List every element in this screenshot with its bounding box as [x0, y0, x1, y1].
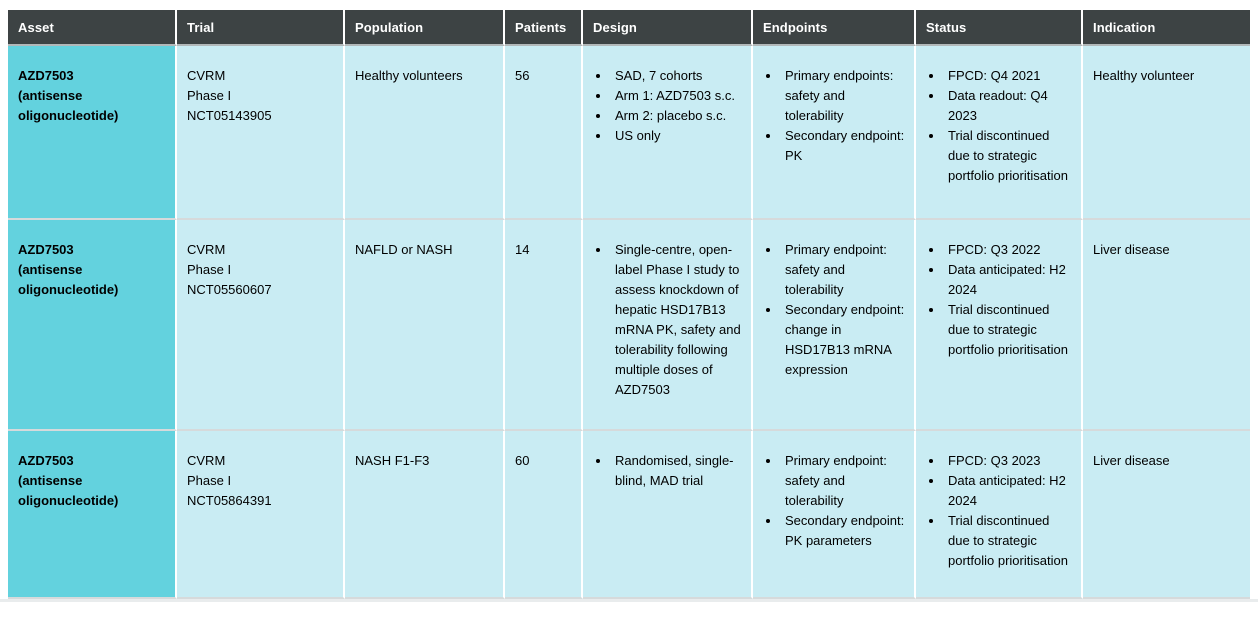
- endpoints-bullet-item: • Primary endpoints: safety and tolerability: [781, 66, 906, 126]
- asset-line: AZD7503: [18, 68, 74, 83]
- asset-line: AZD7503: [18, 242, 74, 257]
- column-header-status: Status: [916, 10, 1083, 46]
- cell-trial: [177, 46, 345, 220]
- status-bullet-item: • FPCD: Q3 2023: [944, 451, 1073, 471]
- trial-line: Phase I: [187, 88, 232, 103]
- asset-line: AZD7503: [18, 453, 74, 468]
- design-bullet-item: • Arm 1: AZD7503 s.c.: [611, 86, 743, 106]
- cell-patients: 60: [505, 431, 583, 599]
- cell-indication: Liver disease: [1083, 431, 1250, 599]
- cell-design: [583, 220, 753, 431]
- status-bullet-item: • FPCD: Q4 2021: [944, 66, 1073, 86]
- clinical-trials-table: [8, 10, 1250, 599]
- asset-line: (antisense oligonucleotide): [18, 88, 119, 123]
- cell-status: [916, 46, 1083, 220]
- cell-asset: [8, 431, 177, 599]
- cell-design: [583, 431, 753, 599]
- status-bullet-item: • FPCD: Q3 2022: [944, 240, 1073, 260]
- status-bullet-item: • Data readout: Q4 2023: [944, 86, 1073, 126]
- design-bullet-list: [593, 240, 743, 400]
- bottom-divider: [0, 599, 1258, 602]
- endpoints-bullet-list: [763, 66, 906, 166]
- asset-line: (antisense oligonucleotide): [18, 473, 119, 508]
- cell-endpoints: [753, 431, 916, 599]
- cell-endpoints: [753, 46, 916, 220]
- trial-line: Phase I: [187, 262, 232, 277]
- trial-line: CVRM: [187, 242, 226, 257]
- trial-line: CVRM: [187, 68, 226, 83]
- design-bullet-item: • SAD, 7 cohorts: [611, 66, 743, 86]
- cell-population: NASH F1-F3: [345, 431, 505, 599]
- cell-patients: 14: [505, 220, 583, 431]
- asset-line: (antisense oligonucleotide): [18, 262, 119, 297]
- endpoints-bullet-item: • Primary endpoint: safety and tolerability: [781, 451, 906, 511]
- status-bullet-list: [926, 66, 1073, 186]
- endpoints-bullet-item: • Secondary endpoint: PK parameters: [781, 511, 906, 551]
- cell-asset: [8, 220, 177, 431]
- status-bullet-item: • Data anticipated: H2 2024: [944, 260, 1073, 300]
- cell-status: [916, 431, 1083, 599]
- endpoints-bullet-item: • Primary endpoint: safety and tolerability: [781, 240, 906, 300]
- header-row: [8, 10, 1250, 46]
- table-body: [8, 46, 1250, 599]
- cell-indication: Liver disease: [1083, 220, 1250, 431]
- endpoints-bullet-item: • Secondary endpoint: PK: [781, 126, 906, 166]
- cell-population: Healthy volunteers: [345, 46, 505, 220]
- column-header-trial: Trial: [177, 10, 345, 46]
- status-bullet-item: • Trial discontinued due to strategic portfolio prioritisation: [944, 126, 1073, 186]
- table-row: [8, 46, 1250, 220]
- column-header-patients: Patients: [505, 10, 583, 46]
- column-header-endpoints: Endpoints: [753, 10, 916, 46]
- trial-line: CVRM: [187, 453, 226, 468]
- cell-endpoints: [753, 220, 916, 431]
- design-bullet-item: • US only: [611, 126, 743, 146]
- trial-line: NCT05143905: [187, 108, 272, 123]
- column-header-indication: Indication: [1083, 10, 1250, 46]
- cell-design: [583, 46, 753, 220]
- table-row: [8, 431, 1250, 599]
- design-bullet-item: • Single-centre, open-label Phase I study to assess knockdown of hepatic HSD17B13 mRNA PK, safety and tolerability following multiple doses of AZD7503: [611, 240, 743, 400]
- cell-asset: [8, 46, 177, 220]
- column-header-asset: Asset: [8, 10, 177, 46]
- trial-line: Phase I: [187, 473, 232, 488]
- design-bullet-list: [593, 451, 743, 491]
- trial-line: NCT05560607: [187, 282, 272, 297]
- endpoints-bullet-list: [763, 451, 906, 551]
- design-bullet-list: [593, 66, 743, 146]
- cell-status: [916, 220, 1083, 431]
- table-row: [8, 220, 1250, 431]
- design-bullet-item: • Randomised, single-blind, MAD trial: [611, 451, 743, 491]
- cell-patients: 56: [505, 46, 583, 220]
- status-bullet-list: [926, 240, 1073, 360]
- status-bullet-item: • Trial discontinued due to strategic portfolio prioritisation: [944, 300, 1073, 360]
- cell-trial: [177, 431, 345, 599]
- cell-trial: [177, 220, 345, 431]
- status-bullet-item: • Data anticipated: H2 2024: [944, 471, 1073, 511]
- design-bullet-item: • Arm 2: placebo s.c.: [611, 106, 743, 126]
- endpoints-bullet-list: [763, 240, 906, 380]
- status-bullet-list: [926, 451, 1073, 571]
- cell-indication: Healthy volunteer: [1083, 46, 1250, 220]
- column-header-population: Population: [345, 10, 505, 46]
- column-header-design: Design: [583, 10, 753, 46]
- trial-line: NCT05864391: [187, 493, 272, 508]
- cell-population: NAFLD or NASH: [345, 220, 505, 431]
- status-bullet-item: • Trial discontinued due to strategic portfolio prioritisation: [944, 511, 1073, 571]
- endpoints-bullet-item: • Secondary endpoint: change in HSD17B13 mRNA expression: [781, 300, 906, 380]
